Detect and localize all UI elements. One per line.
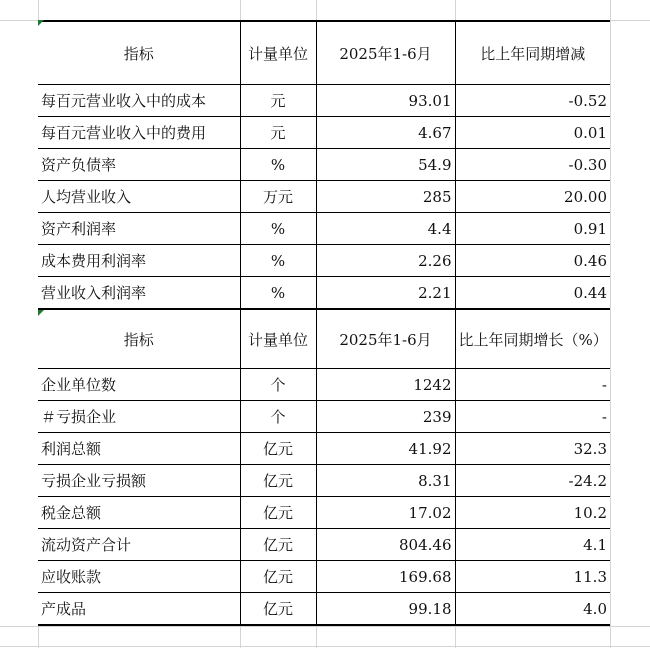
header-row xyxy=(38,21,610,85)
table-row xyxy=(38,369,610,401)
unit-cell[interactable]: 个 xyxy=(240,401,316,433)
value-cell[interactable]: 8.31 xyxy=(316,465,455,497)
unit-cell[interactable]: 亿元 xyxy=(240,433,316,465)
grid-line xyxy=(0,646,650,647)
header-cell[interactable]: 2025年1-6月 xyxy=(316,309,455,369)
table-row xyxy=(38,401,610,433)
value-cell[interactable]: 41.92 xyxy=(316,433,455,465)
table-row xyxy=(38,529,610,561)
indicator-cell[interactable]: 企业单位数 xyxy=(38,369,240,401)
unit-cell[interactable]: 亿元 xyxy=(240,497,316,529)
unit-cell[interactable]: 亿元 xyxy=(240,529,316,561)
header-row xyxy=(38,309,610,369)
indicator-cell[interactable]: 应收账款 xyxy=(38,561,240,593)
table-row xyxy=(38,561,610,593)
value-cell[interactable]: 239 xyxy=(316,401,455,433)
unit-cell[interactable]: % xyxy=(240,277,316,310)
value-cell[interactable]: 4.4 xyxy=(316,213,455,245)
header-cell[interactable]: 2025年1-6月 xyxy=(316,21,455,85)
indicator-cell[interactable]: 每百元营业收入中的费用 xyxy=(38,117,240,149)
indicator-cell[interactable]: 人均营业收入 xyxy=(38,181,240,213)
grid-line xyxy=(610,0,611,648)
value-cell[interactable]: 2.21 xyxy=(316,277,455,310)
value-cell[interactable]: 99.18 xyxy=(316,593,455,626)
unit-cell[interactable]: 元 xyxy=(240,85,316,117)
cell-comment-marker xyxy=(38,20,44,26)
unit-cell[interactable]: % xyxy=(240,213,316,245)
unit-cell[interactable]: 个 xyxy=(240,369,316,401)
unit-cell[interactable]: 亿元 xyxy=(240,561,316,593)
table-row xyxy=(38,85,610,117)
header-cell[interactable]: 指标 xyxy=(38,309,240,369)
value-cell[interactable]: 4.67 xyxy=(316,117,455,149)
indicator-cell[interactable]: 利润总额 xyxy=(38,433,240,465)
value-cell[interactable]: 17.02 xyxy=(316,497,455,529)
value-cell[interactable]: 1242 xyxy=(316,369,455,401)
change-cell[interactable]: 10.2 xyxy=(455,497,610,529)
header-cell[interactable]: 比上年同期增长（%） xyxy=(455,309,610,369)
change-cell[interactable]: 4.0 xyxy=(455,593,610,626)
change-cell[interactable]: 11.3 xyxy=(455,561,610,593)
change-cell[interactable]: 32.3 xyxy=(455,433,610,465)
value-cell[interactable]: 285 xyxy=(316,181,455,213)
indicator-cell[interactable]: 资产利润率 xyxy=(38,213,240,245)
indicator-cell[interactable]: 税金总额 xyxy=(38,497,240,529)
unit-cell[interactable]: 万元 xyxy=(240,181,316,213)
value-cell[interactable]: 804.46 xyxy=(316,529,455,561)
unit-cell[interactable]: 亿元 xyxy=(240,465,316,497)
change-cell[interactable]: 0.01 xyxy=(455,117,610,149)
unit-cell[interactable]: % xyxy=(240,245,316,277)
unit-cell[interactable]: 亿元 xyxy=(240,593,316,626)
header-cell[interactable]: 计量单位 xyxy=(240,309,316,369)
indicator-cell[interactable]: 成本费用利润率 xyxy=(38,245,240,277)
table-row xyxy=(38,245,610,277)
table-row xyxy=(38,497,610,529)
grid-line xyxy=(0,626,650,627)
table-row xyxy=(38,433,610,465)
value-cell[interactable]: 2.26 xyxy=(316,245,455,277)
table-row xyxy=(38,181,610,213)
table-row xyxy=(38,149,610,181)
change-cell[interactable]: - xyxy=(455,369,610,401)
table-row xyxy=(38,277,610,310)
indicator-cell[interactable]: 资产负债率 xyxy=(38,149,240,181)
spreadsheet-table xyxy=(38,20,610,626)
header-cell[interactable]: 计量单位 xyxy=(240,21,316,85)
indicator-cell[interactable]: 营业收入利润率 xyxy=(38,277,240,310)
change-cell[interactable]: 20.00 xyxy=(455,181,610,213)
change-cell[interactable]: 0.44 xyxy=(455,277,610,310)
change-cell[interactable]: 0.91 xyxy=(455,213,610,245)
indicator-cell[interactable]: 每百元营业收入中的成本 xyxy=(38,85,240,117)
unit-cell[interactable]: % xyxy=(240,149,316,181)
indicator-cell[interactable]: 流动资产合计 xyxy=(38,529,240,561)
change-cell[interactable]: -24.2 xyxy=(455,465,610,497)
change-cell[interactable]: 0.46 xyxy=(455,245,610,277)
table-row xyxy=(38,465,610,497)
value-cell[interactable]: 93.01 xyxy=(316,85,455,117)
cell-comment-marker xyxy=(38,310,44,316)
header-cell[interactable]: 指标 xyxy=(38,21,240,85)
value-cell[interactable]: 54.9 xyxy=(316,149,455,181)
change-cell[interactable]: -0.52 xyxy=(455,85,610,117)
table-row xyxy=(38,213,610,245)
table-row xyxy=(38,117,610,149)
indicator-cell[interactable]: 亏损企业亏损额 xyxy=(38,465,240,497)
header-cell[interactable]: 比上年同期增减 xyxy=(455,21,610,85)
value-cell[interactable]: 169.68 xyxy=(316,561,455,593)
table-row xyxy=(38,593,610,626)
change-cell[interactable]: -0.30 xyxy=(455,149,610,181)
indicator-cell[interactable]: 产成品 xyxy=(38,593,240,626)
indicator-cell[interactable]: ＃亏损企业 xyxy=(38,401,240,433)
change-cell[interactable]: 4.1 xyxy=(455,529,610,561)
unit-cell[interactable]: 元 xyxy=(240,117,316,149)
change-cell[interactable]: - xyxy=(455,401,610,433)
